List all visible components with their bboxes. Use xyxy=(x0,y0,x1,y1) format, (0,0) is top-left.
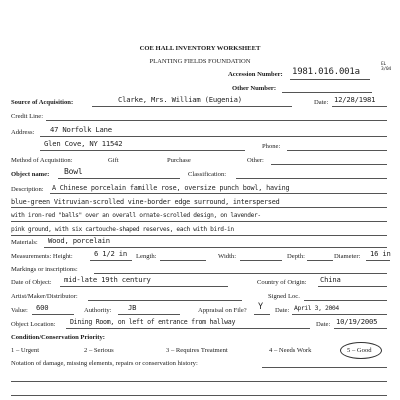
condition-option-3: 3 – Requires Treatment xyxy=(166,347,228,354)
value-line xyxy=(32,314,74,315)
signed-line xyxy=(304,300,387,301)
materials-label: Materials: xyxy=(11,239,38,246)
appraisal-date-label: Date: xyxy=(275,307,290,314)
condition-option-4: 4 – Needs Work xyxy=(269,347,312,354)
classification-label: Classification: xyxy=(188,171,227,178)
notation-label: Notation of damage, missing elements, repairs or conservation history: xyxy=(11,360,198,367)
description-rule1 xyxy=(50,193,387,194)
classification-line xyxy=(236,178,387,179)
date-of-object-value: mid-late 19th century xyxy=(64,275,151,284)
width-label: Width: xyxy=(218,253,237,260)
diameter-line xyxy=(366,260,390,261)
diameter-value: 16 in xyxy=(370,249,391,258)
form-title: COE HALL INVENTORY WORKSHEET xyxy=(139,45,261,52)
authority-label: Authority: xyxy=(84,307,112,314)
value-value: 600 xyxy=(36,303,49,312)
description-line1: A Chinese porcelain famille rose, oversize punch bowl, having xyxy=(52,184,290,192)
location-value: Dining Room, on left of entrance from hallway xyxy=(70,318,236,326)
appraisal-value: Y xyxy=(258,302,263,312)
source-value: Clarke, Mrs. William (Eugenia) xyxy=(118,95,242,104)
location-label: Object Location: xyxy=(11,321,56,328)
authority-line xyxy=(118,314,180,315)
condition-option-5: 5 – Good xyxy=(347,347,372,354)
diameter-label: Diameter: xyxy=(334,253,361,260)
country-line xyxy=(318,286,387,287)
signed-label: Signed Loc. xyxy=(268,293,300,300)
country-value: China xyxy=(320,275,341,284)
appraisal-line xyxy=(254,314,270,315)
method-purchase: Purchase xyxy=(167,157,191,164)
condition-option-1: 1 – Urgent xyxy=(11,347,40,354)
source-label: Source of Acquisition: xyxy=(11,99,74,106)
notation-line2 xyxy=(11,381,387,382)
notation-line3 xyxy=(11,395,387,396)
source-line xyxy=(92,106,292,107)
depth-label: Depth: xyxy=(287,253,305,260)
appraisal-date-value: April 3, 2004 xyxy=(294,304,339,312)
height-line xyxy=(90,260,132,261)
date-of-object-label: Date of Object: xyxy=(11,279,52,286)
country-label: Country of Origin: xyxy=(257,279,307,286)
address-label: Address: xyxy=(11,129,35,136)
description-line4: pink ground, with six cartouche-shaped reserves, each with bird-in xyxy=(11,226,234,233)
other-number-line xyxy=(282,92,372,93)
materials-value: Wood, porcelain xyxy=(48,236,110,245)
location-line xyxy=(66,328,310,329)
artist-line xyxy=(88,300,242,301)
address-line2-rule xyxy=(40,150,245,151)
phone-line xyxy=(287,150,387,151)
phone-label: Phone: xyxy=(262,143,281,150)
source-date-label: Date: xyxy=(314,99,329,106)
accession-value: 1981.016.001a xyxy=(292,67,360,77)
accession-label: Accession Number: xyxy=(228,71,283,78)
width-line xyxy=(240,260,282,261)
method-other-line xyxy=(271,164,387,165)
other-number-label: Other Number: xyxy=(232,85,277,92)
condition-title: Condition/Conservation Priority: xyxy=(11,334,105,341)
method-gift: Gift xyxy=(108,157,119,164)
credit-line-label: Credit Line: xyxy=(11,113,44,120)
description-line2: blue-green Vitruvian-scrolled vine-border edge surround, interspersed xyxy=(11,198,280,206)
description-rule3 xyxy=(11,221,387,222)
appraisal-date-line xyxy=(292,314,387,315)
method-label: Method of Acquisition: xyxy=(11,157,73,164)
date-of-object-line xyxy=(60,286,228,287)
address-line1: 47 Norfolk Lane xyxy=(50,125,112,134)
description-line3: with iron-red "balls" over an overall ornate-scrolled design, on lavender- xyxy=(11,212,261,219)
accession-line xyxy=(290,79,370,80)
markings-label: Markings or inscriptions: xyxy=(11,266,78,273)
address-line1-rule xyxy=(40,136,387,137)
object-name-line xyxy=(58,178,180,179)
accession-side-note: EL 3/04 xyxy=(381,62,392,72)
description-label: Description: xyxy=(11,186,44,193)
appraisal-label: Appraisal on File? xyxy=(198,307,247,314)
artist-label: Artist/Maker/Distributor: xyxy=(11,293,78,300)
condition-option-2: 2 – Serious xyxy=(84,347,114,354)
notation-line1 xyxy=(262,367,387,368)
description-rule2 xyxy=(11,207,387,208)
markings-line xyxy=(94,273,387,274)
value-label: Value: xyxy=(11,307,28,314)
location-date-label: Date: xyxy=(316,321,331,328)
materials-line xyxy=(44,247,387,248)
address-line2: Glen Cove, NY 11542 xyxy=(44,139,123,148)
object-name-value: Bowl xyxy=(64,167,83,176)
length-label: Length: xyxy=(136,253,157,260)
method-other-label: Other: xyxy=(247,157,264,164)
depth-line xyxy=(307,260,333,261)
location-date-line xyxy=(334,328,387,329)
authority-value: JB xyxy=(128,303,137,312)
length-line xyxy=(160,260,206,261)
credit-line-line xyxy=(46,120,387,121)
height-value: 6 1/2 in xyxy=(94,249,128,258)
source-date-value: 12/28/1981 xyxy=(334,95,376,104)
source-date-line xyxy=(332,106,387,107)
location-date-value: 10/19/2005 xyxy=(336,317,378,326)
form-subtitle: PLANTING FIELDS FOUNDATION xyxy=(149,58,251,65)
object-name-label: Object name: xyxy=(11,171,50,178)
measurements-label: Measurements: Height: xyxy=(11,253,73,260)
